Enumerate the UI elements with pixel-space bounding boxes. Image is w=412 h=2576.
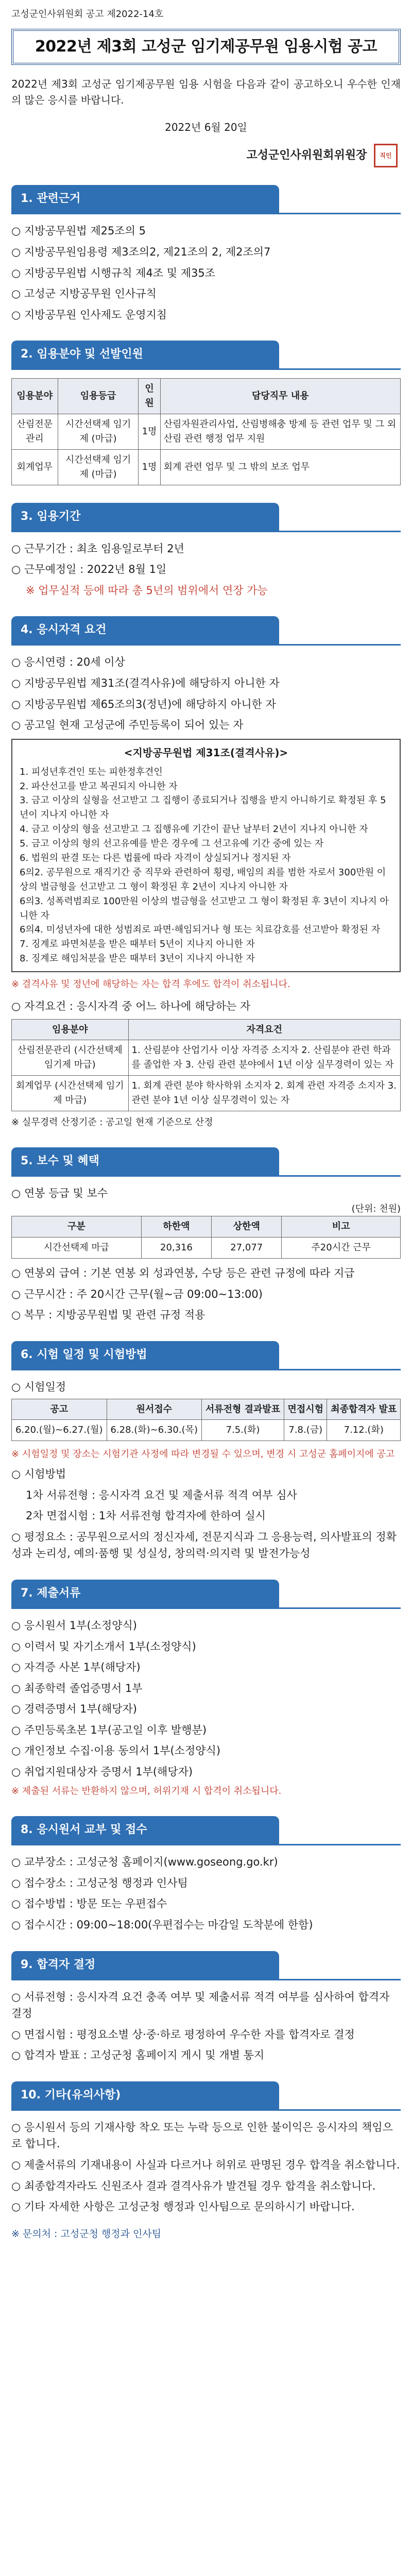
cell-field: 산림전문관리 [12, 414, 58, 450]
table-row [12, 1076, 401, 1111]
column-header: 최종합격자 발표 [327, 1399, 401, 1420]
table-header-row [12, 1019, 401, 1040]
table-row [12, 1420, 401, 1441]
cell-date: 7.5.(화) [202, 1420, 284, 1441]
box-item: 7. 징계로 파면처분을 받은 때부터 5년이 지나지 아니한 자 [20, 939, 255, 950]
section-4-heading: 4. 응시자격 요건 [11, 616, 279, 644]
notice-date: 2022년 6월 20일 [165, 121, 247, 134]
box-item: 5. 금고 이상의 형의 선고유예를 받은 경우에 그 선고유예 기간 중에 있는 자 [20, 838, 324, 850]
cell-duty: 산림자원관리사업, 산림병해충 방제 등 관련 업무 및 그 외 산림 관련 행정 업무 지원 [160, 414, 400, 450]
box-title: <지방공무원법 제31조(결격사유)> [124, 746, 288, 759]
box-item: 6의3. 성폭력범죄로 100만원 이상의 벌금형을 선고받고 그 형이 확정된 후 3년이 지나지 아니한 자 [20, 895, 389, 921]
table-row [12, 1238, 401, 1259]
subheading: ○ 시험일정 [11, 1380, 66, 1393]
divider [11, 1844, 401, 1845]
list-item: ○ 접수장소 : 고성군청 행정과 인사팀 [11, 1876, 188, 1889]
table-row [12, 414, 401, 450]
box-item: 8. 징계로 해임처분을 받은 때부터 3년이 지나지 아니한 자 [20, 953, 255, 964]
section-3-heading: 3. 임용기간 [11, 503, 279, 531]
divider [11, 2109, 401, 2111]
table-row [12, 1040, 401, 1076]
cell-high: 27,077 [212, 1238, 282, 1259]
positions-table [11, 378, 401, 485]
list-item: ○ 고성군 지방공무원 인사규칙 [11, 287, 157, 300]
box-item: 2. 파산선고를 받고 복권되지 아니한 자 [20, 781, 178, 792]
table-header-row [12, 379, 401, 414]
table-row [12, 449, 401, 485]
section-3-list [11, 540, 401, 599]
column-header: 임용분야 [12, 379, 58, 414]
title-box [11, 29, 401, 65]
cell-field: 산림전문관리 (시간선택제 임기제 마급) [12, 1040, 129, 1076]
box-item: 4. 금고 이상의 형을 선고받고 그 집행유예 기간이 끝난 날부터 2년이 지나지 아니한 자 [20, 824, 368, 835]
cell-grade: 시간선택제 임기제 (마급) [58, 414, 139, 450]
cell-note: 주20시간 근무 [282, 1238, 401, 1259]
list-item: ○ 접수시간 : 09:00~18:00(우편접수는 마감일 도착분에 한함) [11, 1919, 313, 1931]
cell-date: 6.20.(월)~6.27.(월) [12, 1420, 107, 1441]
section-8-list [11, 1854, 401, 1933]
section-8-heading: 8. 응시원서 교부 및 접수 [11, 1816, 279, 1844]
cell-date: 7.8.(금) [284, 1420, 327, 1441]
list-item: ○ 취업지원대상자 증명서 1부(해당자) [11, 1765, 193, 1778]
divider [11, 1607, 401, 1609]
cell-grade: 시간선택제 마급 [12, 1238, 142, 1259]
cell-low: 20,316 [141, 1238, 211, 1259]
column-header: 면접시험 [284, 1399, 327, 1420]
cell-field: 회계업무 (시간선택제 임기제 마급) [12, 1076, 129, 1111]
issuer-name: 고성군인사위원회위원장 [246, 149, 367, 162]
list-item: ○ 근무시간 : 주 20시간 근무(월~금 09:00~13:00) [11, 1287, 263, 1300]
list-item: ○ 지방공무원 인사제도 운영지침 [11, 308, 167, 321]
section-9-list [11, 1989, 401, 2064]
list-item: ○ 지방공무원법 시행규칙 제4조 및 제35조 [11, 266, 216, 279]
section-10-heading: 10. 기타(유의사항) [11, 2081, 279, 2109]
notice-number: 고성군인사위원회 공고 제2022-14호 [11, 9, 164, 20]
list-item: ○ 최종학력 졸업증명서 1부 [11, 1682, 143, 1694]
list-item: ○ 지방공무원법 제31조(결격사유)에 해당하지 아니한 자 [11, 677, 280, 690]
divider [11, 531, 401, 532]
issuer [11, 144, 401, 167]
list-item: ○ 응시원서 1부(소정양식) [11, 1619, 137, 1632]
section-1-list [11, 223, 401, 323]
subheading: ○ 연봉 등급 및 보수 [11, 1187, 108, 1200]
list-item: ○ 응시연령 : 20세 이상 [11, 656, 125, 669]
schedule-table [11, 1399, 401, 1442]
list-item: 1차 서류전형 : 응시자격 요건 및 제출서류 적격 여부 심사 [26, 1488, 297, 1501]
list-item: ○ 기타 자세한 사항은 고성군청 행정과 인사팀으로 문의하시기 바랍니다. [11, 2200, 355, 2213]
list-item: ○ 이력서 및 자기소개서 1부(소정양식) [11, 1640, 196, 1653]
note-text: ※ 실무경력 산정기준 : 공고일 현재 기준으로 산정 [11, 1117, 213, 1128]
divider [11, 1175, 401, 1177]
list-item: ○ 자격증 사본 1부(해당자) [11, 1661, 141, 1674]
list-item: ○ 개인정보 수집·이용 동의서 1부(소정양식) [11, 1744, 221, 1757]
intro-text: 2022년 제3회 고성군 임기제공무원 임용 시험을 다음과 같이 공고하오니 우수한 인재의 많은 응시를 바랍니다. [11, 78, 401, 107]
list-item: ○ 교부장소 : 고성군청 홈페이지(www.goseong.go.kr) [11, 1856, 278, 1869]
section-2-heading: 2. 임용분야 및 선발인원 [11, 341, 279, 368]
list-item: ○ 근무기간 : 최초 임용일로부터 2년 [11, 542, 184, 555]
list-item: ○ 응시원서 등의 기재사항 착오 또는 누락 등으로 인한 불이익은 응시자의 책임으로 합니다. [11, 2121, 393, 2150]
cell-date: 6.28.(화)~6.30.(목) [107, 1420, 202, 1441]
cell-field: 회계업무 [12, 449, 58, 485]
column-header: 담당직무 내용 [160, 379, 400, 414]
list-item: ○ 합격자 발표 : 고성군청 홈페이지 게시 및 개별 통지 [11, 2049, 265, 2062]
section-6-list [11, 1447, 401, 1562]
divider [11, 368, 401, 370]
requirements-table [11, 1019, 401, 1111]
section-5-heading: 5. 보수 및 혜택 [11, 1147, 279, 1175]
box-item: 1. 피성년후견인 또는 피한정후견인 [20, 766, 163, 777]
column-header: 하한액 [141, 1216, 211, 1238]
official-seal-icon: 직인 [374, 144, 398, 167]
section-7-list [11, 1617, 401, 1799]
section-7-heading: 7. 제출서류 [11, 1580, 279, 1607]
cell-date: 7.12.(화) [327, 1420, 401, 1441]
cell-requirement: 1. 회계 관련 분야 학사학위 소지자 2. 회계 관련 자격증 소지자 3. 관련 분야 1년 이상 실무경력이 있는 자 [128, 1076, 401, 1111]
column-header: 서류전형 결과발표 [202, 1399, 284, 1420]
box-item: 3. 금고 이상의 실형을 선고받고 그 집행이 종료되거나 집행을 받지 아니하기로 확정된 후 5년이 지나지 아니한 자 [20, 795, 386, 821]
note-text: ※ 결격사유 및 정년에 해당하는 자는 합격 후에도 합격이 취소됩니다. [11, 979, 290, 990]
table-header-row [12, 1399, 401, 1420]
column-header: 원서접수 [107, 1399, 202, 1420]
section-9-heading: 9. 합격자 결정 [11, 1951, 279, 1979]
list-item: ○ 평정요소 : 공무원으로서의 정신자세, 전문지식과 그 응용능력, 의사발표의 정확성과 논리성, 예의·품행 및 성실성, 창의력·의지력 및 발전가능성 [11, 1530, 397, 1560]
section-10-list [11, 2119, 401, 2215]
list-item: ○ 제출서류의 기재내용이 사실과 다르거나 허위로 판명된 경우 합격을 취소합니다. [11, 2159, 400, 2172]
divider [11, 644, 401, 646]
cell-duty: 회계 관련 업무 및 그 밖의 보조 업무 [160, 449, 400, 485]
column-header: 구분 [12, 1216, 142, 1238]
list-item: ○ 최종합격자라도 신원조사 결과 결격사유가 발견될 경우 합격을 취소합니다. [11, 2179, 376, 2192]
column-header: 공고 [12, 1399, 107, 1420]
column-header: 임용분야 [12, 1019, 129, 1040]
page-title: 2022년 제3회 고성군 임기제공무원 임용시험 공고 [35, 37, 377, 56]
list-item: ○ 경력증명서 1부(해당자) [11, 1703, 137, 1716]
column-header: 인원 [139, 379, 160, 414]
column-header: 상한액 [212, 1216, 282, 1238]
column-header: 자격요건 [128, 1019, 401, 1040]
unit-label: (단위: 천원) [351, 1203, 401, 1214]
list-item: ○ 연봉외 급여 : 기본 연봉 외 성과연봉, 수당 등은 관련 규정에 따라 지급 [11, 1267, 355, 1280]
list-item: ○ 서류전형 : 응시자격 요건 충족 여부 및 제출서류 적격 여부를 심사하여 합격자 결정 [11, 1990, 390, 2020]
column-header: 임용등급 [58, 379, 139, 414]
list-item: ○ 시험방법 [11, 1468, 66, 1481]
cell-count: 1명 [139, 449, 160, 485]
section-6-heading: 6. 시험 일정 및 시험방법 [11, 1341, 279, 1369]
cell-requirement: 1. 산림분야 산업기사 이상 자격증 소지자 2. 산림분야 관련 학과를 졸업한 자 3. 산림 관련 분야에서 1년 이상 실무경력이 있는 자 [128, 1040, 401, 1076]
note-text: ※ 제출된 서류는 반환하지 않으며, 허위기재 시 합격이 취소됩니다. [11, 1786, 282, 1797]
list-item: ○ 면접시험 : 평정요소별 상·중·하로 평정하여 우수한 자를 합격자로 결정 [11, 2028, 355, 2041]
box-item: 6의2. 공무원으로 재직기간 중 직무와 관련하여 횡령, 배임의 죄를 범한 자로서 300만원 이상의 벌금형을 선고받고 그 형이 확정된 후 2년이 지나지 아니한 자 [20, 867, 386, 892]
list-item: ○ 지방공무원임용령 제3조의2, 제21조의 2, 제2조의7 [11, 246, 271, 259]
list-item: ○ 공고일 현재 고성군에 주민등록이 되어 있는 자 [11, 719, 244, 732]
list-item: ○ 접수방법 : 방문 또는 우편접수 [11, 1897, 167, 1910]
table-header-row [12, 1216, 401, 1238]
note-text: ※ 업무실적 등에 따라 총 5년의 범위에서 연장 가능 [26, 584, 268, 597]
salary-table [11, 1216, 401, 1259]
contact-info: ※ 문의처 : 고성군청 행정과 인사팀 [11, 2228, 162, 2240]
box-item: 6. 법원의 판결 또는 다른 법률에 따라 자격이 상실되거나 정지된 자 [20, 853, 291, 864]
list-item: ○ 주민등록초본 1부(공고일 이후 발행분) [11, 1723, 207, 1736]
divider [11, 213, 401, 214]
note-text: ※ 시험일정 및 장소는 시험기관 사정에 따라 변경될 수 있으며, 변경 시 고성군 홈페이지에 공고 [11, 1449, 395, 1460]
requirements-intro: ○ 자격요건 : 응시자격 중 어느 하나에 해당하는 자 [11, 1000, 251, 1013]
box-item: 6의4. 미성년자에 대한 성범죄로 파면·해임되거나 형 또는 치료감호를 선고받아 확정된 자 [20, 924, 381, 936]
section-1-heading: 1. 관련근거 [11, 185, 279, 213]
cell-count: 1명 [139, 414, 160, 450]
cell-grade: 시간선택제 임기제 (마급) [58, 449, 139, 485]
list-item: ○ 지방공무원법 제65조의3(정년)에 해당하지 아니한 자 [11, 698, 276, 710]
section-5-list [11, 1265, 401, 1324]
divider [11, 1979, 401, 1980]
list-item: ○ 복무 : 지방공무원법 및 관련 규정 적용 [11, 1309, 205, 1321]
section-4-list [11, 654, 401, 733]
divider [11, 1369, 401, 1370]
disqualification-box [11, 739, 401, 972]
list-item: 2차 면접시험 : 1차 서류전형 합격자에 한하여 실시 [26, 1510, 266, 1522]
list-item: ○ 지방공무원법 제25조의 5 [11, 225, 146, 238]
column-header: 비고 [282, 1216, 401, 1238]
list-item: ○ 근무예정일 : 2022년 8월 1일 [11, 563, 167, 576]
